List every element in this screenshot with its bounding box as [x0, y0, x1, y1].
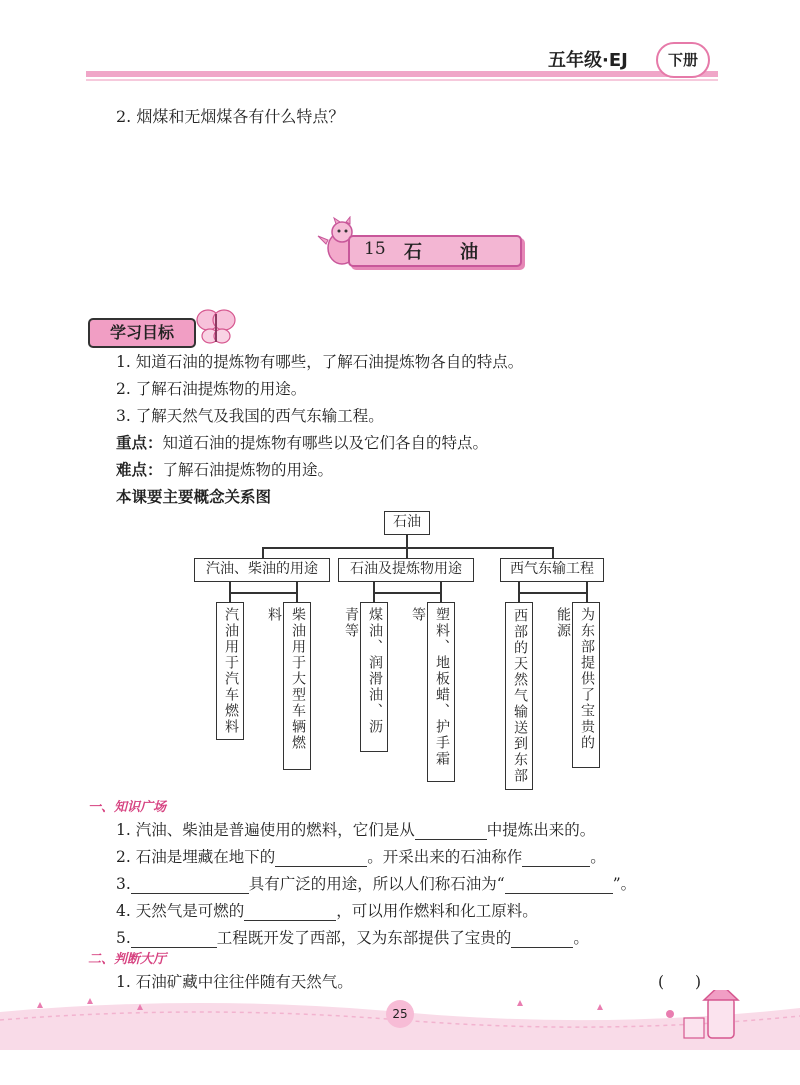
- fill-question-2-text-b: 。开采出来的石油称作: [367, 848, 523, 866]
- diagram-connector: [229, 592, 297, 594]
- key-point: [116, 431, 488, 453]
- fill-question-5-text-c: 。: [573, 929, 589, 947]
- diagram-root: 石油: [384, 511, 430, 535]
- answer-blank[interactable]: [522, 848, 590, 867]
- diagram-connector: [373, 592, 440, 594]
- answer-blank[interactable]: [244, 902, 336, 921]
- answer-blank[interactable]: [131, 929, 217, 948]
- lesson-title: 石油: [404, 242, 516, 263]
- answer-blank[interactable]: [131, 875, 249, 894]
- previous-question: 2. 烟煤和无烟煤各有什么特点？: [116, 107, 345, 126]
- fill-question-3-text-b: 具有广泛的用途，所以人们称石油为“: [248, 875, 505, 893]
- diagram-leaf-1-1: 汽油用于汽车燃料: [216, 602, 244, 740]
- volume-badge: 下册: [656, 42, 710, 78]
- objective-item-2: 2. 了解石油提炼物的用途。: [116, 380, 307, 398]
- diagram-leaf-1-2: 柴油用于大型车辆燃料: [283, 602, 311, 770]
- fill-question-3-text-c: ”。: [612, 875, 637, 893]
- objectives-label: 学习目标: [88, 318, 196, 348]
- concept-map-title: 本课要主要概念关系图: [116, 488, 272, 506]
- diagram-leaf-3-2: 为东部提供了宝贵的能源: [572, 602, 600, 768]
- diagram-branch-1: 汽油、柴油的用途: [194, 558, 330, 582]
- diagram-connector: [440, 582, 442, 602]
- answer-blank[interactable]: [275, 848, 367, 867]
- fill-question-2-text-a: 2. 石油是埋藏在地下的: [116, 848, 276, 866]
- fill-question-4: [116, 899, 538, 921]
- diagram-connector: [262, 547, 264, 558]
- lesson-number: 15: [364, 239, 386, 259]
- difficulty-text: 了解石油提炼物的用途。: [162, 461, 334, 479]
- fill-question-1-text-a: 1. 汽油、柴油是普遍使用的燃料，它们是从: [116, 821, 415, 839]
- diagram-branch-3: 西气东输工程: [500, 558, 604, 582]
- fill-question-4-text-b: ，可以用作燃料和化工原料。: [336, 902, 538, 920]
- fill-question-4-text-a: 4. 天然气是可燃的: [116, 902, 245, 920]
- answer-blank[interactable]: [415, 821, 487, 840]
- difficulty-label: 难点：: [116, 461, 163, 479]
- difficulty-point: [116, 458, 333, 480]
- fill-question-5: [116, 926, 589, 948]
- diagram-connector: [406, 547, 408, 558]
- diagram-connector: [296, 582, 298, 592]
- fill-question-1: [116, 818, 595, 840]
- fill-question-5-text-a: 5.: [116, 929, 131, 947]
- fill-question-3: [116, 872, 636, 894]
- fill-question-2: [116, 845, 606, 867]
- diagram-leaf-2-1: 煤油、润滑油、沥青等: [360, 602, 388, 752]
- butterfly-icon: [194, 306, 238, 346]
- diagram-connector: [518, 592, 586, 594]
- page-number: 25: [386, 1000, 414, 1028]
- answer-blank[interactable]: [511, 929, 573, 948]
- key-point-text: 知道石油的提炼物有哪些以及它们各自的特点。: [162, 434, 489, 452]
- fill-question-1-text-b: 中提炼出来的。: [486, 821, 596, 839]
- fill-question-5-text-b: 工程既开发了西部，又为东部提供了宝贵的: [216, 929, 512, 947]
- diagram-connector: [229, 592, 231, 602]
- diagram-leaf-3-1: 西部的天然气输送到东部: [505, 602, 533, 790]
- grade-label: 五年级·EJ: [548, 50, 628, 71]
- diagram-leaf-2-2: 塑料、地板蜡、护手霜等: [427, 602, 455, 782]
- diagram-connector: [552, 547, 554, 558]
- fill-question-2-text-c: 。: [590, 848, 606, 866]
- diagram-connector: [229, 582, 231, 592]
- judge-answer-paren[interactable]: ( ): [658, 973, 702, 991]
- answer-blank[interactable]: [505, 875, 613, 894]
- objective-item-1: 1. 知道石油的提炼物有哪些，了解石油提炼物各自的特点。: [116, 353, 524, 371]
- diagram-branch-2: 石油及提炼物用途: [338, 558, 474, 582]
- judge-question-1: 1. 石油矿藏中往往伴随有天然气。: [116, 973, 353, 991]
- part1-heading: 一、知识广场: [88, 800, 167, 815]
- fill-question-3-text-a: 3.: [116, 875, 131, 893]
- objective-item-3: 3. 了解天然气及我国的西气东输工程。: [116, 407, 384, 425]
- diagram-connector: [406, 535, 408, 547]
- diagram-connector: [296, 592, 298, 602]
- header-band-lower: [86, 79, 718, 81]
- diagram-connector: [586, 582, 588, 602]
- part2-heading: 二、判断大厅: [88, 952, 167, 967]
- key-point-label: 重点：: [116, 434, 163, 452]
